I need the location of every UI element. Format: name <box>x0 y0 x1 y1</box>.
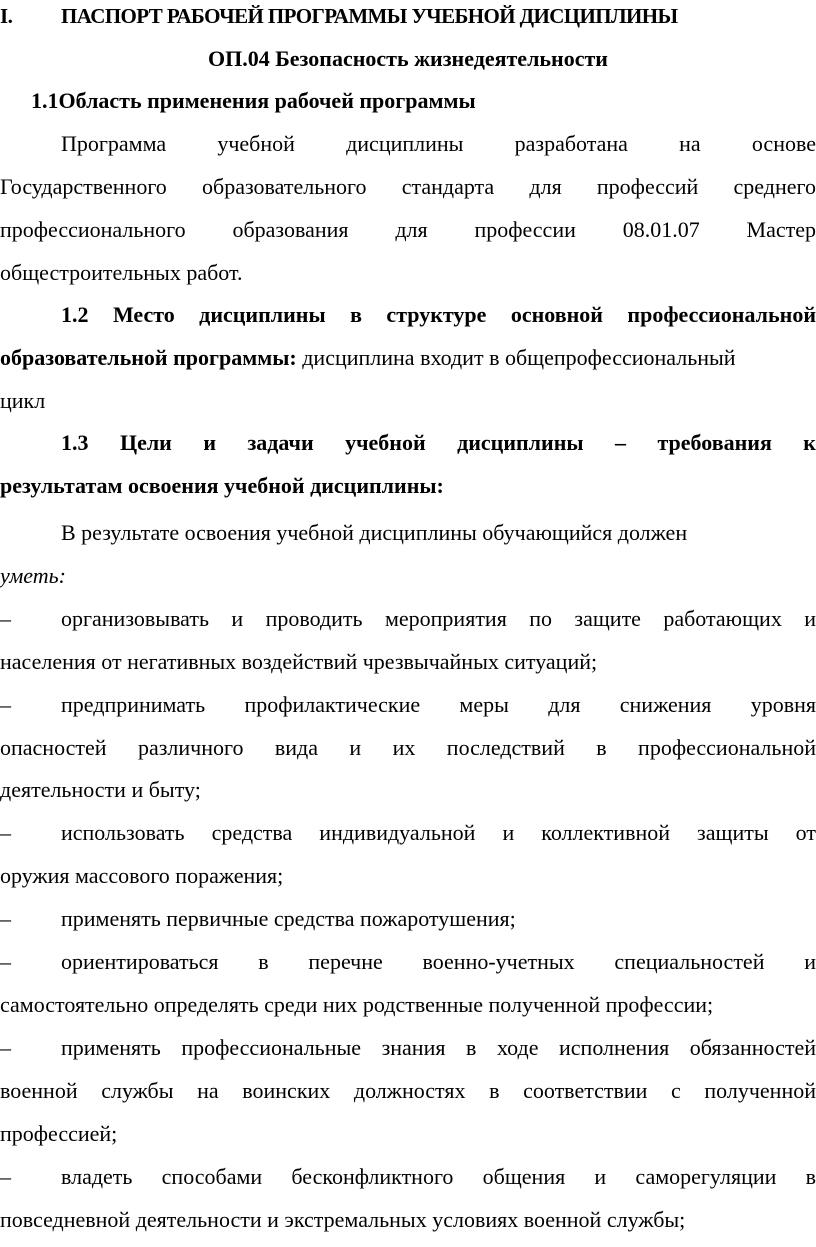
heading-1-2: 1.2 Место дисциплины в структуре основной профессиональной <box>61 302 816 327</box>
list-item-continuation: населения от негативных воздействий чрезвычайных ситуаций; <box>0 649 598 674</box>
list-item: организовывать и проводить мероприятия по защите работающих и <box>61 606 816 631</box>
skills-intro: В результате освоения учебной дисциплины обучающийся должен <box>61 520 688 545</box>
list-item: ориентироваться в перечне военно-учетных специальностей и <box>61 949 816 974</box>
para-1-2-line-3: цикл <box>0 388 46 413</box>
discipline-subtitle: ОП.04 Безопасность жизнедеятельности <box>208 46 608 71</box>
list-item-continuation: опасностей различного вида и их последствий в профессиональной <box>0 735 816 760</box>
list-item-continuation: оружия массового поражения; <box>0 863 284 888</box>
list-item: применять профессиональные знания в ходе исполнения обязанностей <box>61 1035 816 1060</box>
heading-1-3-continuation: результатам освоения учебной дисциплины: <box>0 473 444 498</box>
list-item: предпринимать профилактические меры для снижения уровня <box>61 692 816 717</box>
list-bullet: – <box>0 820 11 845</box>
para-1-2-text: дисциплина входит в общепрофессиональный <box>296 345 736 370</box>
list-item: владеть способами бесконфликтного общения и саморегуляции в <box>61 1164 816 1189</box>
para-1-1-line-3: профессионального образования для профессии 08.01.07 Мастер <box>0 217 816 242</box>
section-title: ПАСПОРТ РАБОЧЕЙ ПРОГРАММЫ УЧЕБНОЙ ДИСЦИПЛИНЫ <box>61 4 678 28</box>
list-item-continuation: профессией; <box>0 1121 118 1146</box>
list-item-continuation: самостоятельно определять среди них родственные полученной профессии; <box>0 992 714 1017</box>
list-item-continuation: деятельности и быту; <box>0 777 201 802</box>
list-bullet: – <box>0 1035 11 1060</box>
list-bullet: – <box>0 606 11 631</box>
list-bullet: – <box>0 906 11 931</box>
heading-1-1: 1.1Область применения рабочей программы <box>31 88 476 113</box>
skills-label: уметь: <box>0 563 66 588</box>
section-number: I. <box>0 4 13 28</box>
heading-1-3: 1.3 Цели и задачи учебной дисциплины – требования к <box>61 430 816 455</box>
list-bullet: – <box>0 1164 11 1189</box>
list-item-continuation: повседневной деятельности и экстремальных условиях военной службы; <box>0 1207 686 1232</box>
list-bullet: – <box>0 692 11 717</box>
para-1-1-line-2: Государственного образовательного стандарта для профессий среднего <box>0 174 816 199</box>
list-item-continuation: военной службы на воинских должностях в соответствии с полученной <box>0 1078 816 1103</box>
list-bullet: – <box>0 949 11 974</box>
para-1-1-line-4: общестроительных работ. <box>0 260 243 285</box>
list-item: применять первичные средства пожаротушения; <box>61 906 516 931</box>
list-item: использовать средства индивидуальной и коллективной защиты от <box>61 820 816 845</box>
para-1-2-line-2 <box>0 345 816 371</box>
heading-1-2-continuation: образовательной программы: <box>0 345 297 370</box>
para-1-1-line-1: Программа учебной дисциплины разработана на основе <box>61 131 816 156</box>
